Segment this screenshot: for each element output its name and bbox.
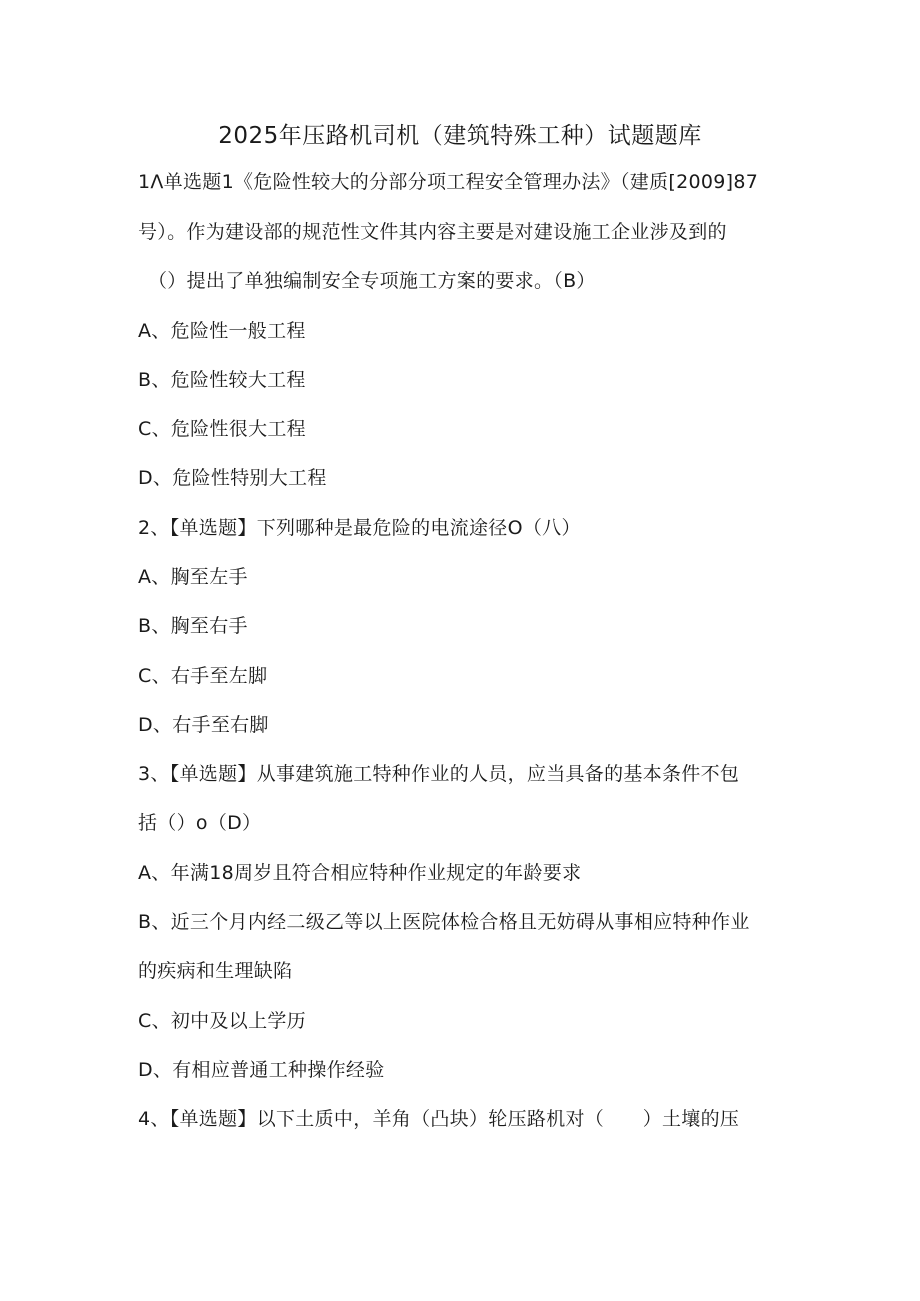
question-3-option-a: A、年满18周岁且符合相应特种作业规定的年龄要求 [138,862,582,884]
question-4-text-line-1: 4、【单选题】以下土质中，羊角（凸块）轮压路机对（ ）土壤的压 [138,1108,740,1130]
question-1-option-c: C、危险性很大工程 [138,418,306,440]
question-1-option-b: B、危险性较大工程 [138,369,306,391]
question-3-option-b-line-2: 的疾病和生理缺陷 [138,960,293,982]
question-2-option-d: D、右手至右脚 [138,714,269,736]
question-3-option-b-line-1: B、近三个月内经二级乙等以上医院体检合格且无妨碍从事相应特种作业 [138,911,750,933]
question-1-text-line-2: 号）。作为建设部的规范性文件其内容主要是对建设施工企业涉及到的 [138,221,727,243]
question-1-option-a: A、危险性一般工程 [138,320,306,342]
question-2-option-b: B、胸至右手 [138,615,248,637]
question-3-option-d: D、有相应普通工种操作经验 [138,1059,385,1081]
question-3-text-line-1: 3、【单选题】从事建筑施工特种作业的人员，应当具备的基本条件不包 [138,763,740,785]
question-2-text: 2、【单选题】下列哪种是最危险的电流途径O（八） [138,517,581,539]
question-1-text-line-3: （）提出了单独编制安全专项施工方案的要求。（B） [148,270,596,292]
question-3-text-line-2: 括（）o（D） [138,812,262,834]
question-2-option-c: C、右手至左脚 [138,665,268,687]
question-3-option-c: C、初中及以上学历 [138,1010,306,1032]
question-1-option-d: D、危险性特别大工程 [138,467,327,489]
question-1-text-line-1: 1Λ单选题1《危险性较大的分部分项工程安全管理办法》（建质[2009]87 [138,171,759,193]
page-title: 2025年压路机司机（建筑特殊工种）试题题库 [218,123,702,149]
question-2-option-a: A、胸至左手 [138,566,248,588]
